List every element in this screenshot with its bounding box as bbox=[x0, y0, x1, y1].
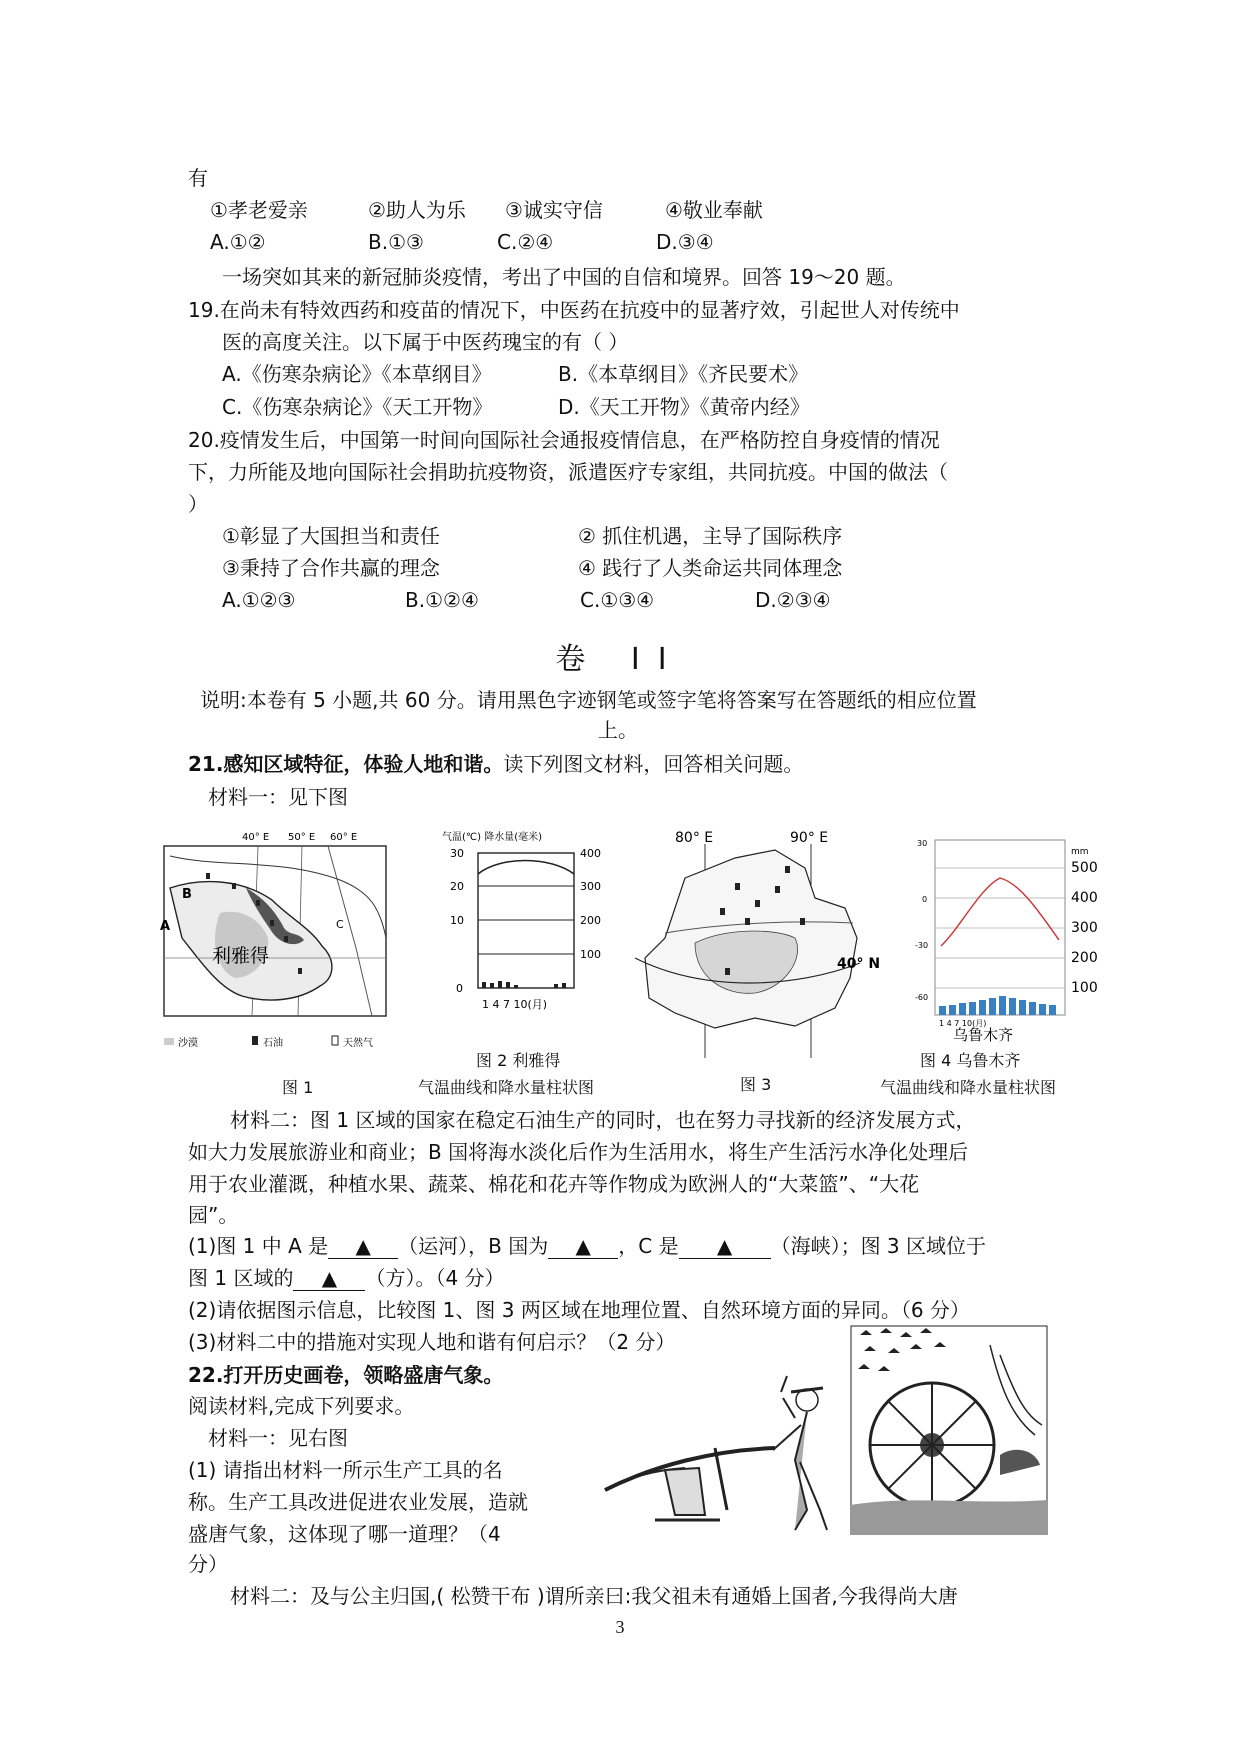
q20-item: ② 抓住机遇，主导了国际秩序 bbox=[578, 524, 843, 548]
q22-sub1-line2: 称。生产工具改进促进农业发展，造就 bbox=[188, 1490, 528, 1514]
q19-option-d: D.《天工开物》《黄帝内经》 bbox=[558, 395, 810, 419]
q19-option-a: A.《伤寒杂病论》《本草纲目》 bbox=[222, 362, 492, 386]
q21-sub3: (3)材料二中的措施对实现人地和谐有何启示？（2 分） bbox=[188, 1330, 676, 1354]
q21-sub1-text: ，C 是 bbox=[618, 1234, 679, 1258]
fig1-legend-desert: 沙漠 bbox=[178, 1038, 198, 1049]
q18-item: ③诚实守信 bbox=[505, 198, 603, 222]
fig1-caption: 图 1 bbox=[282, 1078, 314, 1097]
q20-item: ④ 践行了人类命运共同体理念 bbox=[578, 556, 843, 580]
fig2-precip-bars bbox=[482, 981, 566, 988]
fig4-precip-tick: 300 bbox=[1071, 920, 1098, 936]
q21-material1: 材料一：见下图 bbox=[208, 785, 348, 809]
desert-legend-swatch bbox=[164, 1038, 174, 1045]
q18-item: ①孝老爱亲 bbox=[210, 198, 308, 222]
q21-sub1-text: （方）。（4 分） bbox=[365, 1266, 505, 1290]
fig4-precip-tick: 200 bbox=[1071, 950, 1098, 966]
q21-material2-line1: 材料二：图 1 区域的国家在稳定石油生产的同时，也在努力寻找新的经济发展方式， bbox=[230, 1108, 976, 1132]
fig2-caption-2: 气温曲线和降水量柱状图 bbox=[418, 1078, 595, 1097]
figure2-riyadh-climate-chart bbox=[440, 828, 620, 1028]
q19-option-b: B.《本草纲目》《齐民要术》 bbox=[558, 362, 809, 386]
q21-sub1-text: （海峡）；图 3 区域位于 bbox=[770, 1234, 987, 1258]
volume-note-line2: 上。 bbox=[598, 718, 638, 742]
q20-option-b: B.①②④ bbox=[405, 588, 479, 612]
answer-blank-direction[interactable]: ▲ bbox=[293, 1266, 365, 1291]
fig3-caption: 图 3 bbox=[740, 1075, 772, 1094]
fig4-temp-tick: 0 bbox=[922, 895, 928, 904]
fig1-label-c: C bbox=[336, 918, 344, 931]
fig4-temp-tick: -30 bbox=[915, 941, 929, 950]
answer-blank-canal[interactable]: ▲ bbox=[328, 1234, 398, 1259]
fig4-caption-1: 图 4 乌鲁木齐 bbox=[920, 1051, 1021, 1070]
fig3-lon2: 90° E bbox=[790, 830, 829, 846]
figure1-map bbox=[160, 828, 425, 1063]
q21-sub1-text: （运河），B 国为 bbox=[398, 1234, 549, 1258]
q18-option-b: B.①③ bbox=[368, 230, 424, 254]
fig2-temperature-curve bbox=[478, 861, 574, 875]
fig1-label-b: B bbox=[182, 887, 192, 902]
q22-material1: 材料一：见右图 bbox=[208, 1426, 348, 1450]
q21-material2-line2: 如大力发展旅游业和商业；B 国将海水淡化后作为生活用水，将生产生活污水净化处理后 bbox=[188, 1140, 969, 1164]
fig4-unit: mm bbox=[1071, 847, 1089, 857]
fig2-temp-tick: 30 bbox=[450, 847, 464, 860]
q19-line2: 医的高度关注。以下属于中医药瑰宝的有（ ） bbox=[222, 330, 629, 354]
q22-sub1-line3: 盛唐气象，这体现了哪一道理？（4 bbox=[188, 1522, 501, 1546]
q19-line1: 19.在尚未有特效西药和疫苗的情况下，中医药在抗疫中的显著疗效，引起世人对传统中 bbox=[188, 298, 960, 322]
q20-line3: ） bbox=[188, 492, 208, 516]
q18-option-c: C.②④ bbox=[497, 230, 554, 254]
fig2-precip-tick: 100 bbox=[580, 948, 601, 961]
answer-blank-strait-c[interactable]: ▲ bbox=[679, 1234, 771, 1259]
q22-line2: 阅读材料,完成下列要求。 bbox=[188, 1394, 415, 1418]
fig1-label-a: A bbox=[160, 919, 171, 934]
q18-option-d: D.③④ bbox=[656, 230, 714, 254]
fig4-precip-tick: 100 bbox=[1071, 980, 1098, 996]
fig4-precip-tick: 500 bbox=[1071, 860, 1098, 876]
q22-sub1-line4: 分） bbox=[188, 1552, 228, 1576]
q20-line1: 20.疫情发生后，中国第一时间向国际社会通报疫情信息，在严格防控自身疫情的情况 bbox=[188, 428, 940, 452]
waterwheel-illustration bbox=[850, 1325, 1048, 1535]
fig2-axis-header: 气温(℃) 降水量(毫米) bbox=[442, 832, 543, 843]
fig2-caption-1: 图 2 利雅得 bbox=[476, 1051, 561, 1070]
fig2-precip-tick: 200 bbox=[580, 914, 601, 927]
q20-option-c: C.①③④ bbox=[580, 588, 655, 612]
q22-heading: 22.打开历史画卷，领略盛唐气象。 bbox=[188, 1363, 504, 1387]
q21-sub1-line1 bbox=[188, 1232, 986, 1260]
q20-line2: 下，力所能及地向国际社会捐助抗疫物资，派遣医疗专家组，共同抗疫。中国的做法（ bbox=[188, 460, 948, 484]
gas-legend-icon bbox=[332, 1036, 338, 1045]
fig4-temp-tick: -60 bbox=[915, 993, 929, 1002]
fig3-lon1: 80° E bbox=[675, 830, 714, 846]
q18-item: ④敬业奉献 bbox=[665, 198, 763, 222]
figure3-map bbox=[625, 828, 895, 1063]
fig4-precip-tick: 400 bbox=[1071, 890, 1098, 906]
intro-19-20: 一场突如其来的新冠肺炎疫情，考出了中国的自信和境界。回答 19～20 题。 bbox=[222, 265, 906, 289]
q19-option-c: C.《伤寒杂病论》《天工开物》 bbox=[222, 395, 493, 419]
fig1-lon-label: 60° E bbox=[330, 832, 358, 843]
fig1-place-riyadh: 利雅得 bbox=[212, 945, 270, 967]
q21-sub2: (2)请依据图示信息，比较图 1、图 3 两区域在地理位置、自然环境方面的异同。（6 分） bbox=[188, 1298, 970, 1322]
answer-blank-country-b[interactable]: ▲ bbox=[548, 1234, 618, 1259]
fig3-lat: 40° N bbox=[837, 956, 881, 972]
plough-illustration bbox=[595, 1370, 850, 1535]
oil-legend-icon bbox=[252, 1036, 258, 1045]
q20-item: ③秉持了合作共赢的理念 bbox=[222, 556, 440, 580]
q22-material2: 材料二：及与公主归国,( 松赞干布 )谓所亲曰:我父祖未有通婚上国者,今我得尚大唐 bbox=[230, 1584, 958, 1608]
fig1-lon-label: 40° E bbox=[242, 832, 270, 843]
q18-option-a: A.①② bbox=[210, 230, 266, 254]
q21-sub1-text: (1)图 1 中 A 是 bbox=[188, 1234, 329, 1258]
fig2-precip-tick: 400 bbox=[580, 847, 601, 860]
q18-item: ②助人为乐 bbox=[368, 198, 466, 222]
q20-item: ①彰显了大国担当和责任 bbox=[222, 524, 440, 548]
fig2-temp-tick: 0 bbox=[456, 982, 463, 995]
q20-option-d: D.②③④ bbox=[755, 588, 831, 612]
fig4-city: 乌鲁木齐 bbox=[953, 1026, 1014, 1043]
q22-sub1-line1: (1) 请指出材料一所示生产工具的名 bbox=[188, 1458, 503, 1482]
q21-material2-line3: 用于农业灌溉，种植水果、蔬菜、棉花和花卉等作物成为欧洲人的“大菜篮”、“大花 bbox=[188, 1172, 920, 1196]
fig4-months: 1 4 7 10(月) bbox=[939, 1019, 987, 1028]
q20-option-a: A.①②③ bbox=[222, 588, 296, 612]
fig1-legend-oil: 石油 bbox=[263, 1038, 283, 1049]
page-number: 3 bbox=[615, 1617, 625, 1637]
fig2-temp-tick: 20 bbox=[450, 880, 464, 893]
fig2-temp-tick: 10 bbox=[450, 914, 464, 927]
q21-material2-line4: 园”。 bbox=[188, 1203, 239, 1227]
fig2-months: 1 4 7 10(月) bbox=[482, 998, 548, 1011]
fig2-precip-tick: 300 bbox=[580, 880, 601, 893]
fig4-temp-tick: 30 bbox=[917, 839, 928, 848]
volume-title: 卷 II bbox=[555, 642, 685, 677]
q21-heading-rest: 读下列图文材料，回答相关问题。 bbox=[503, 752, 804, 776]
fig1-lon-label: 50° E bbox=[288, 832, 316, 843]
q21-sub1-line2 bbox=[188, 1264, 505, 1292]
q21-heading-bold: 21.感知区域特征，体验人地和谐。 bbox=[188, 752, 504, 776]
q21-heading bbox=[188, 750, 803, 778]
volume-note-line1: 说明:本卷有 5 小题,共 60 分。请用黑色字迹钢笔或签字笔将答案写在答题纸的相应位置 bbox=[200, 688, 977, 712]
q21-sub1-text: 图 1 区域的 bbox=[188, 1266, 294, 1290]
fig4-caption-2: 气温曲线和降水量柱状图 bbox=[880, 1078, 1057, 1097]
q18-tail-text: 有 bbox=[188, 166, 208, 190]
fig1-legend-gas: 天然气 bbox=[343, 1038, 373, 1049]
figure4-urumqi-climate-chart bbox=[905, 828, 1105, 1043]
